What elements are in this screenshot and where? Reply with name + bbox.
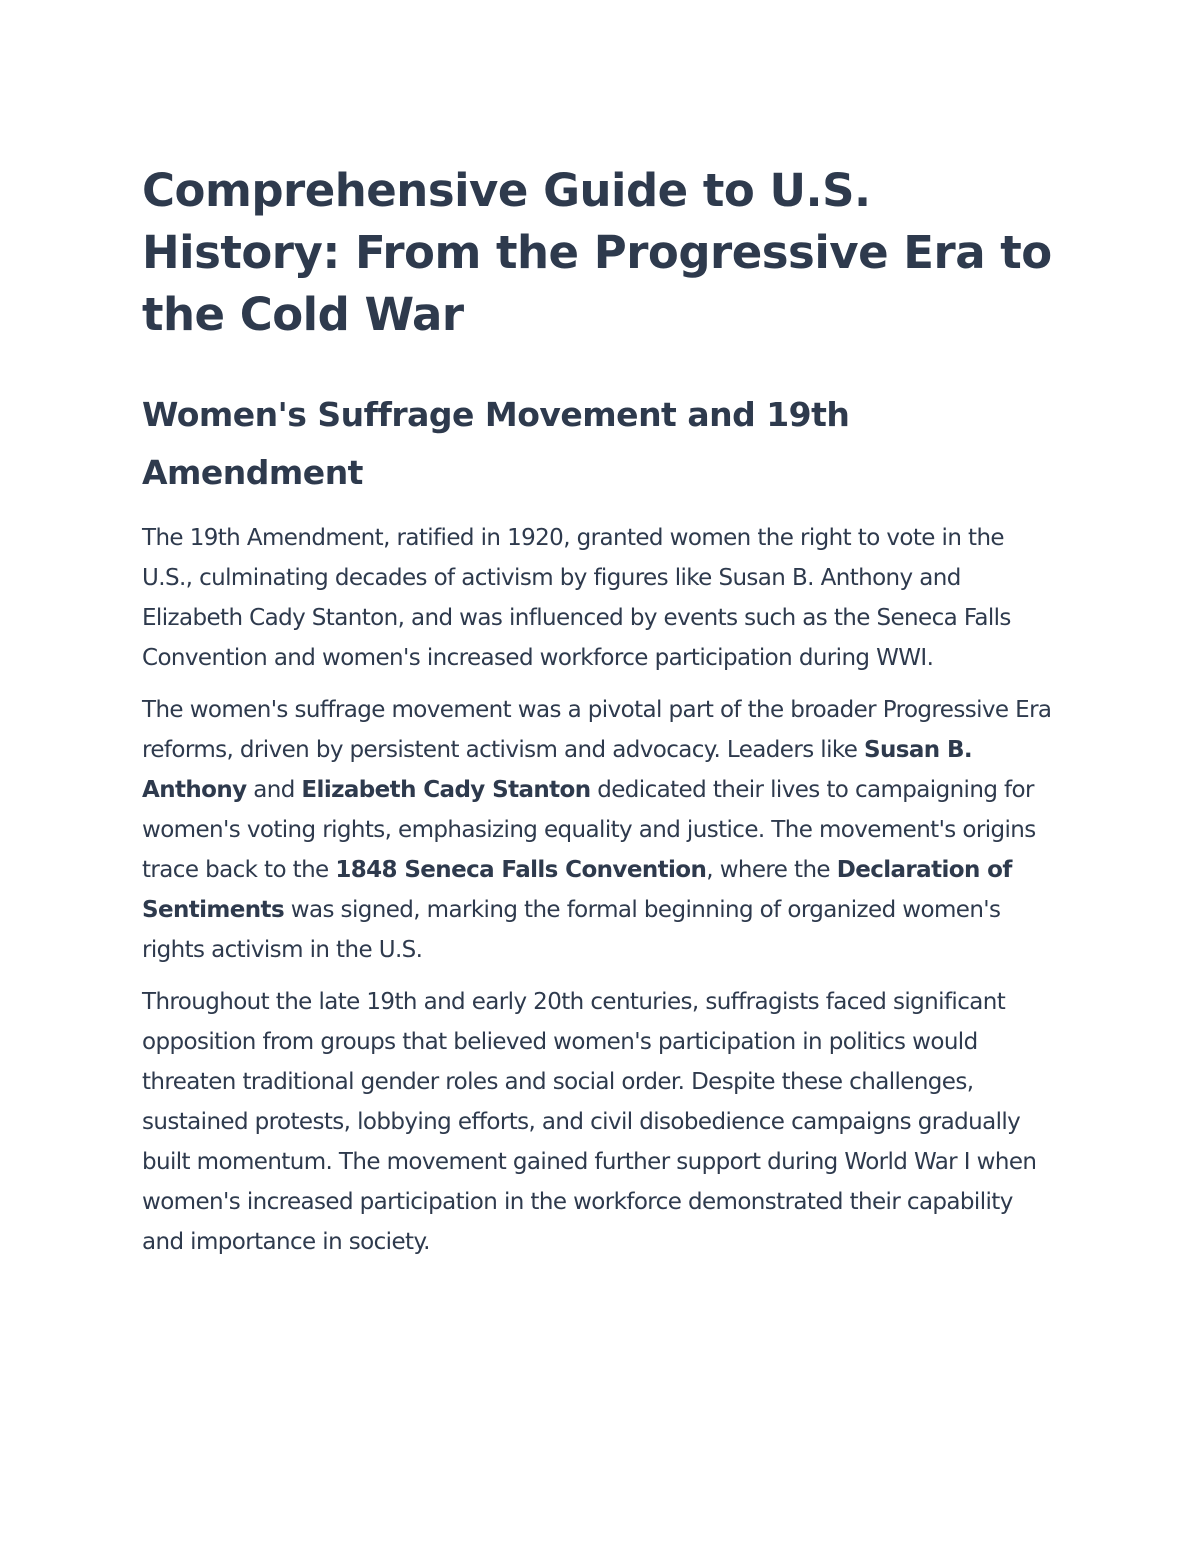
document-title: Comprehensive Guide to U.S. History: From the Progressive Era to the Cold War	[142, 164, 1052, 341]
paragraph-leaders	[142, 690, 1052, 970]
bold-susan-b-anthony: Susan B. Anthony	[142, 737, 973, 803]
paragraph-opposition: Throughout the late 19th and early 20th centuries, suffragists faced significant opposition from groups that believed women's participation in politics would threaten traditional gender roles and social order. Despite these challenges, sustained protests, lobbying efforts, and civil disobedience campaigns gradually built momentum. The movement gained further support during World War I when women's increased participation in the workforce demonstrated their capability and importance in society.	[142, 989, 1037, 1255]
text-run: The women's suffrage movement was a pivotal part of the broader Progressive Era reforms, driven by persistent activism and advocacy. Leaders like	[142, 697, 1052, 763]
bold-declaration-of-sentiments: Declaration of Sentiments	[142, 857, 1012, 923]
text-run: dedicated their lives to campaigning for women's voting rights, emphasizing equality and justice. The movement's origins trace back to the	[142, 777, 1036, 883]
text-run: , where the	[706, 857, 837, 883]
text-run: was signed, marking the formal beginning of organized women's rights activism in the U.S.	[142, 897, 1001, 963]
paragraph-intro: The 19th Amendment, ratified in 1920, granted women the right to vote in the U.S., culminating decades of activism by figures like Susan B. Anthony and Elizabeth Cady Stanton, and was influenced by events such as the Seneca Falls Convention and women's increased workforce participation during WWI.	[142, 525, 1011, 671]
section-heading: Women's Suffrage Movement and 19th Amendment	[142, 395, 850, 492]
text-run: and	[246, 777, 302, 803]
document-page	[142, 160, 1052, 1274]
bold-elizabeth-cady-stanton: Elizabeth Cady Stanton	[301, 777, 591, 803]
bold-seneca-falls-convention: 1848 Seneca Falls Convention	[335, 857, 707, 883]
